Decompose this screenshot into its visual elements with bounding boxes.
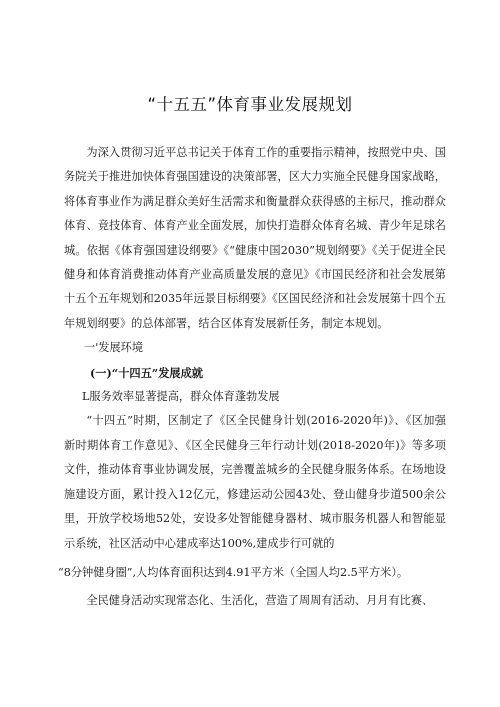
achievement-paragraph: “十四五”时期，区制定了《区全民健身计划(2016-2020年)》、《区加强新时期体育工作意见》、《区全民健身三年行动计划(2018-2020年)》等多项文件，推动体育事业协调发展，完善覆盖城乡的全民健身服务体系。在场地设施建设方面，累计投入12亿元，修建运动公园43处、登山健身步道500余公里，开放学校场地52处，安设多处智能健身器材、城市服务机器人和智能显示系统，社区活动中心建成率达100%,建成步行可就的 [64,414,446,550]
achievement-paragraph-tail: “8分钟健身圈”,人均体育面积达到4.91平方米（全国人均2.5平方米）。 [58,565,409,579]
document-body [58,141,446,614]
subsection-heading: (一)“十四五”发展成就 [90,365,203,380]
activity-paragraph: 全民健身活动实现常态化、生活化，营造了周周有活动、月月有比赛、 [86,594,434,608]
document-title: “十五五”体育事业发展规划 [147,95,353,114]
intro-paragraph: 为深入贯彻习近平总书记关于体育工作的重要指示精神，按照党中央、国务院关于推进加快体育强国建设的决策部署，区大力实施全民健身国家战略，将体育事业作为满足群众美好生活需求和衡量群众获得感的主标尺，推动群众体育、竞技体育、体育产业全面发展，加快打造群众体育名城、青少年足球名城。依据《体育强国建设纲要》《“健康中国2030”规划纲要》《关于促进全民健身和体育消费推动体育产业高质量发展的意见》《市国民经济和社会发展第十五个五年规划和2035年远景目标纲要》《区国民经济和社会发展第十四个五年规划纲要》的总体部署，结合区体育发展新任务，制定本规划。 [64,146,446,330]
point-heading: L服务效率显著提高，群众体育蓬勃发展 [82,390,280,404]
section-heading: 一'发展环境 [84,341,144,355]
